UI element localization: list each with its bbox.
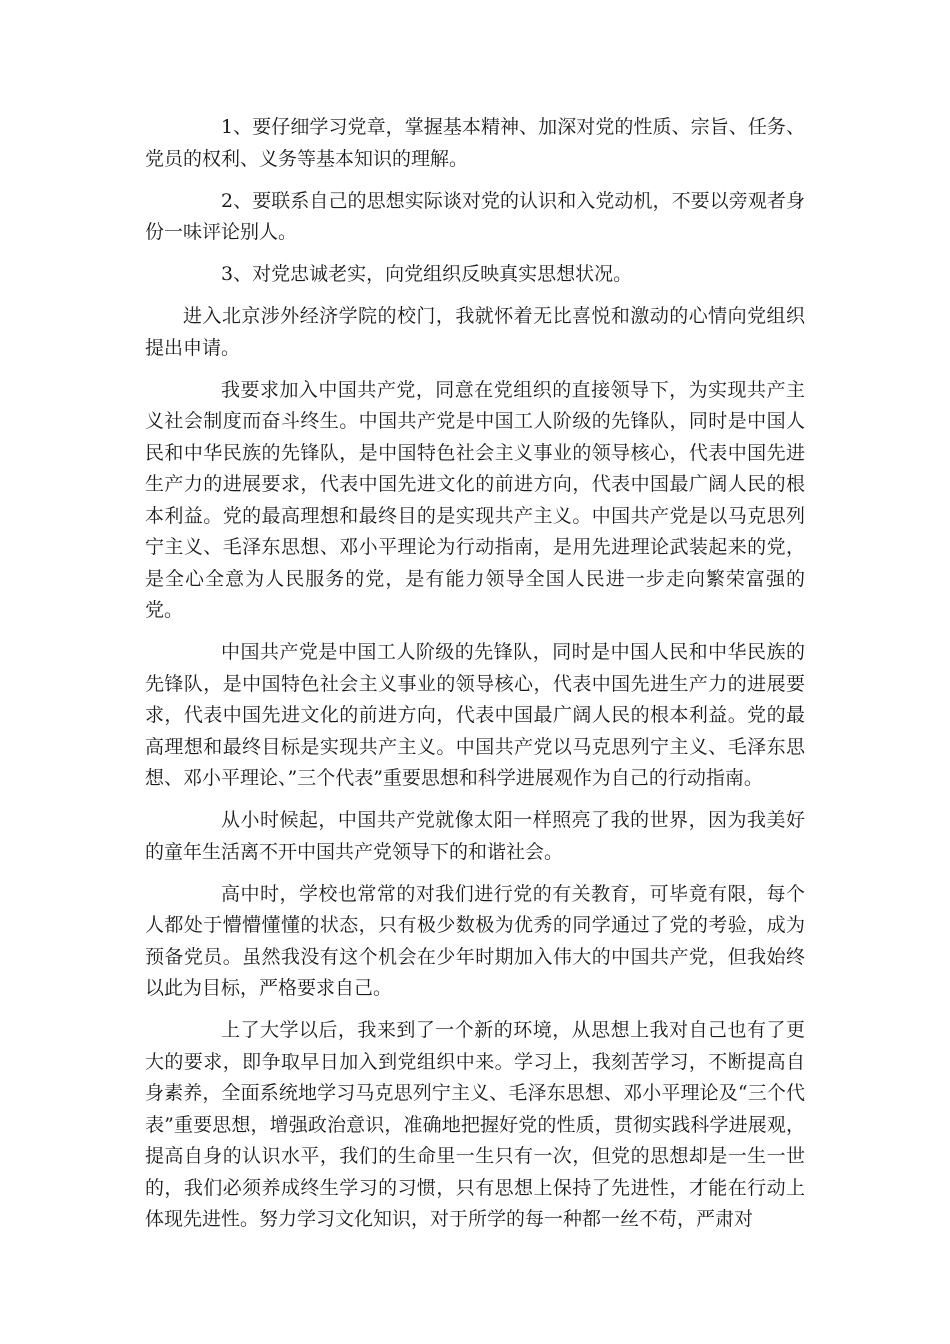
paragraph-high-school: 高中时，学校也常常的对我们进行党的有关教育，可毕竟有限，每个人都处于懵懵懂懂的状态，只有极少数极为优秀的同学通过了党的考验，成为预备党员。虽然我没有这个机会在少年时期加入伟大的中国共产党，但我始终以此为目标，严格要求自己。 <box>145 882 805 999</box>
paragraph-item-3: 3、对党忠诚老实，向党组织反映真实思想状况。 <box>221 263 633 285</box>
paragraph-party-nature: 中国共产党是中国工人阶级的先锋队，同时是中国人民和中华民族的先锋队，是中国特色社会主义事业的领导核心，代表中国先进生产力的进展要求，代表中国先进文化的前进方向，代表中国最广阔人民的根本利益。党的最高理想和最终目标是实现共产主义。中国共产党以马克思列宁主义、毛泽东思想、邓小平理论、”三个代表”重要思想和科学进展观作为自己的行动指南。 <box>145 641 805 789</box>
paragraph-childhood: 从小时候起，中国共产党就像太阳一样照亮了我的世界，因为我美好的童年生活离不开中国共产党领导下的和谐社会。 <box>145 809 805 863</box>
paragraph-university: 上了大学以后，我来到了一个新的环境，从思想上我对自己也有了更大的要求，即争取早日加入到党组织中来。学习上，我刻苦学习，不断提高自身素养，全面系统地学习马克思列宁主义、毛泽东思想、邓小平理论及“三个代表”重要思想，增强政治意识，准确地把握好党的性质，贯彻实践科学进展观，提高自身的认识水平，我们的生命里一生只有一次，但党的思想却是一生一世的，我们必须养成终生学习的习惯，只有思想上保持了先进性，才能在行动上体现先进性。努力学习文化知识，对于所学的每一种都一丝不苟，严肃对 <box>145 1019 805 1230</box>
paragraph-enrollment: 进入北京涉外经济学院的校门，我就怀着无比喜悦和激动的心情向党组织提出申请。 <box>145 305 805 359</box>
document-body <box>145 112 805 1246</box>
paragraph-item-2: 2、要联系自己的思想实际谈对党的认识和入党动机，不要以旁观者身份一味评论别人。 <box>145 189 805 243</box>
paragraph-application: 我要求加入中国共产党，同意在党组织的直接领导下，为实现共产主义社会制度而奋斗终生。中国共产党是中国工人阶级的先锋队，同时是中国人民和中华民族的先锋队，是中国特色社会主义事业的领导核心，代表中国先进生产力的进展要求，代表中国先进文化的前进方向，代表中国最广阔人民的根本利益。党的最高理想和最终目的是实现共产主义。中国共产党是以马克思列宁主义、毛泽东思想、邓小平理论为行动指南，是用先进理论武装起来的党，是全心全意为人民服务的党，是有能力领导全国人民进一步走向繁荣富强的党。 <box>145 378 805 621</box>
paragraph-item-1: 1、要仔细学习党章，掌握基本精神、加深对党的性质、宗旨、任务、党员的权利、义务等基本知识的理解。 <box>145 116 805 170</box>
